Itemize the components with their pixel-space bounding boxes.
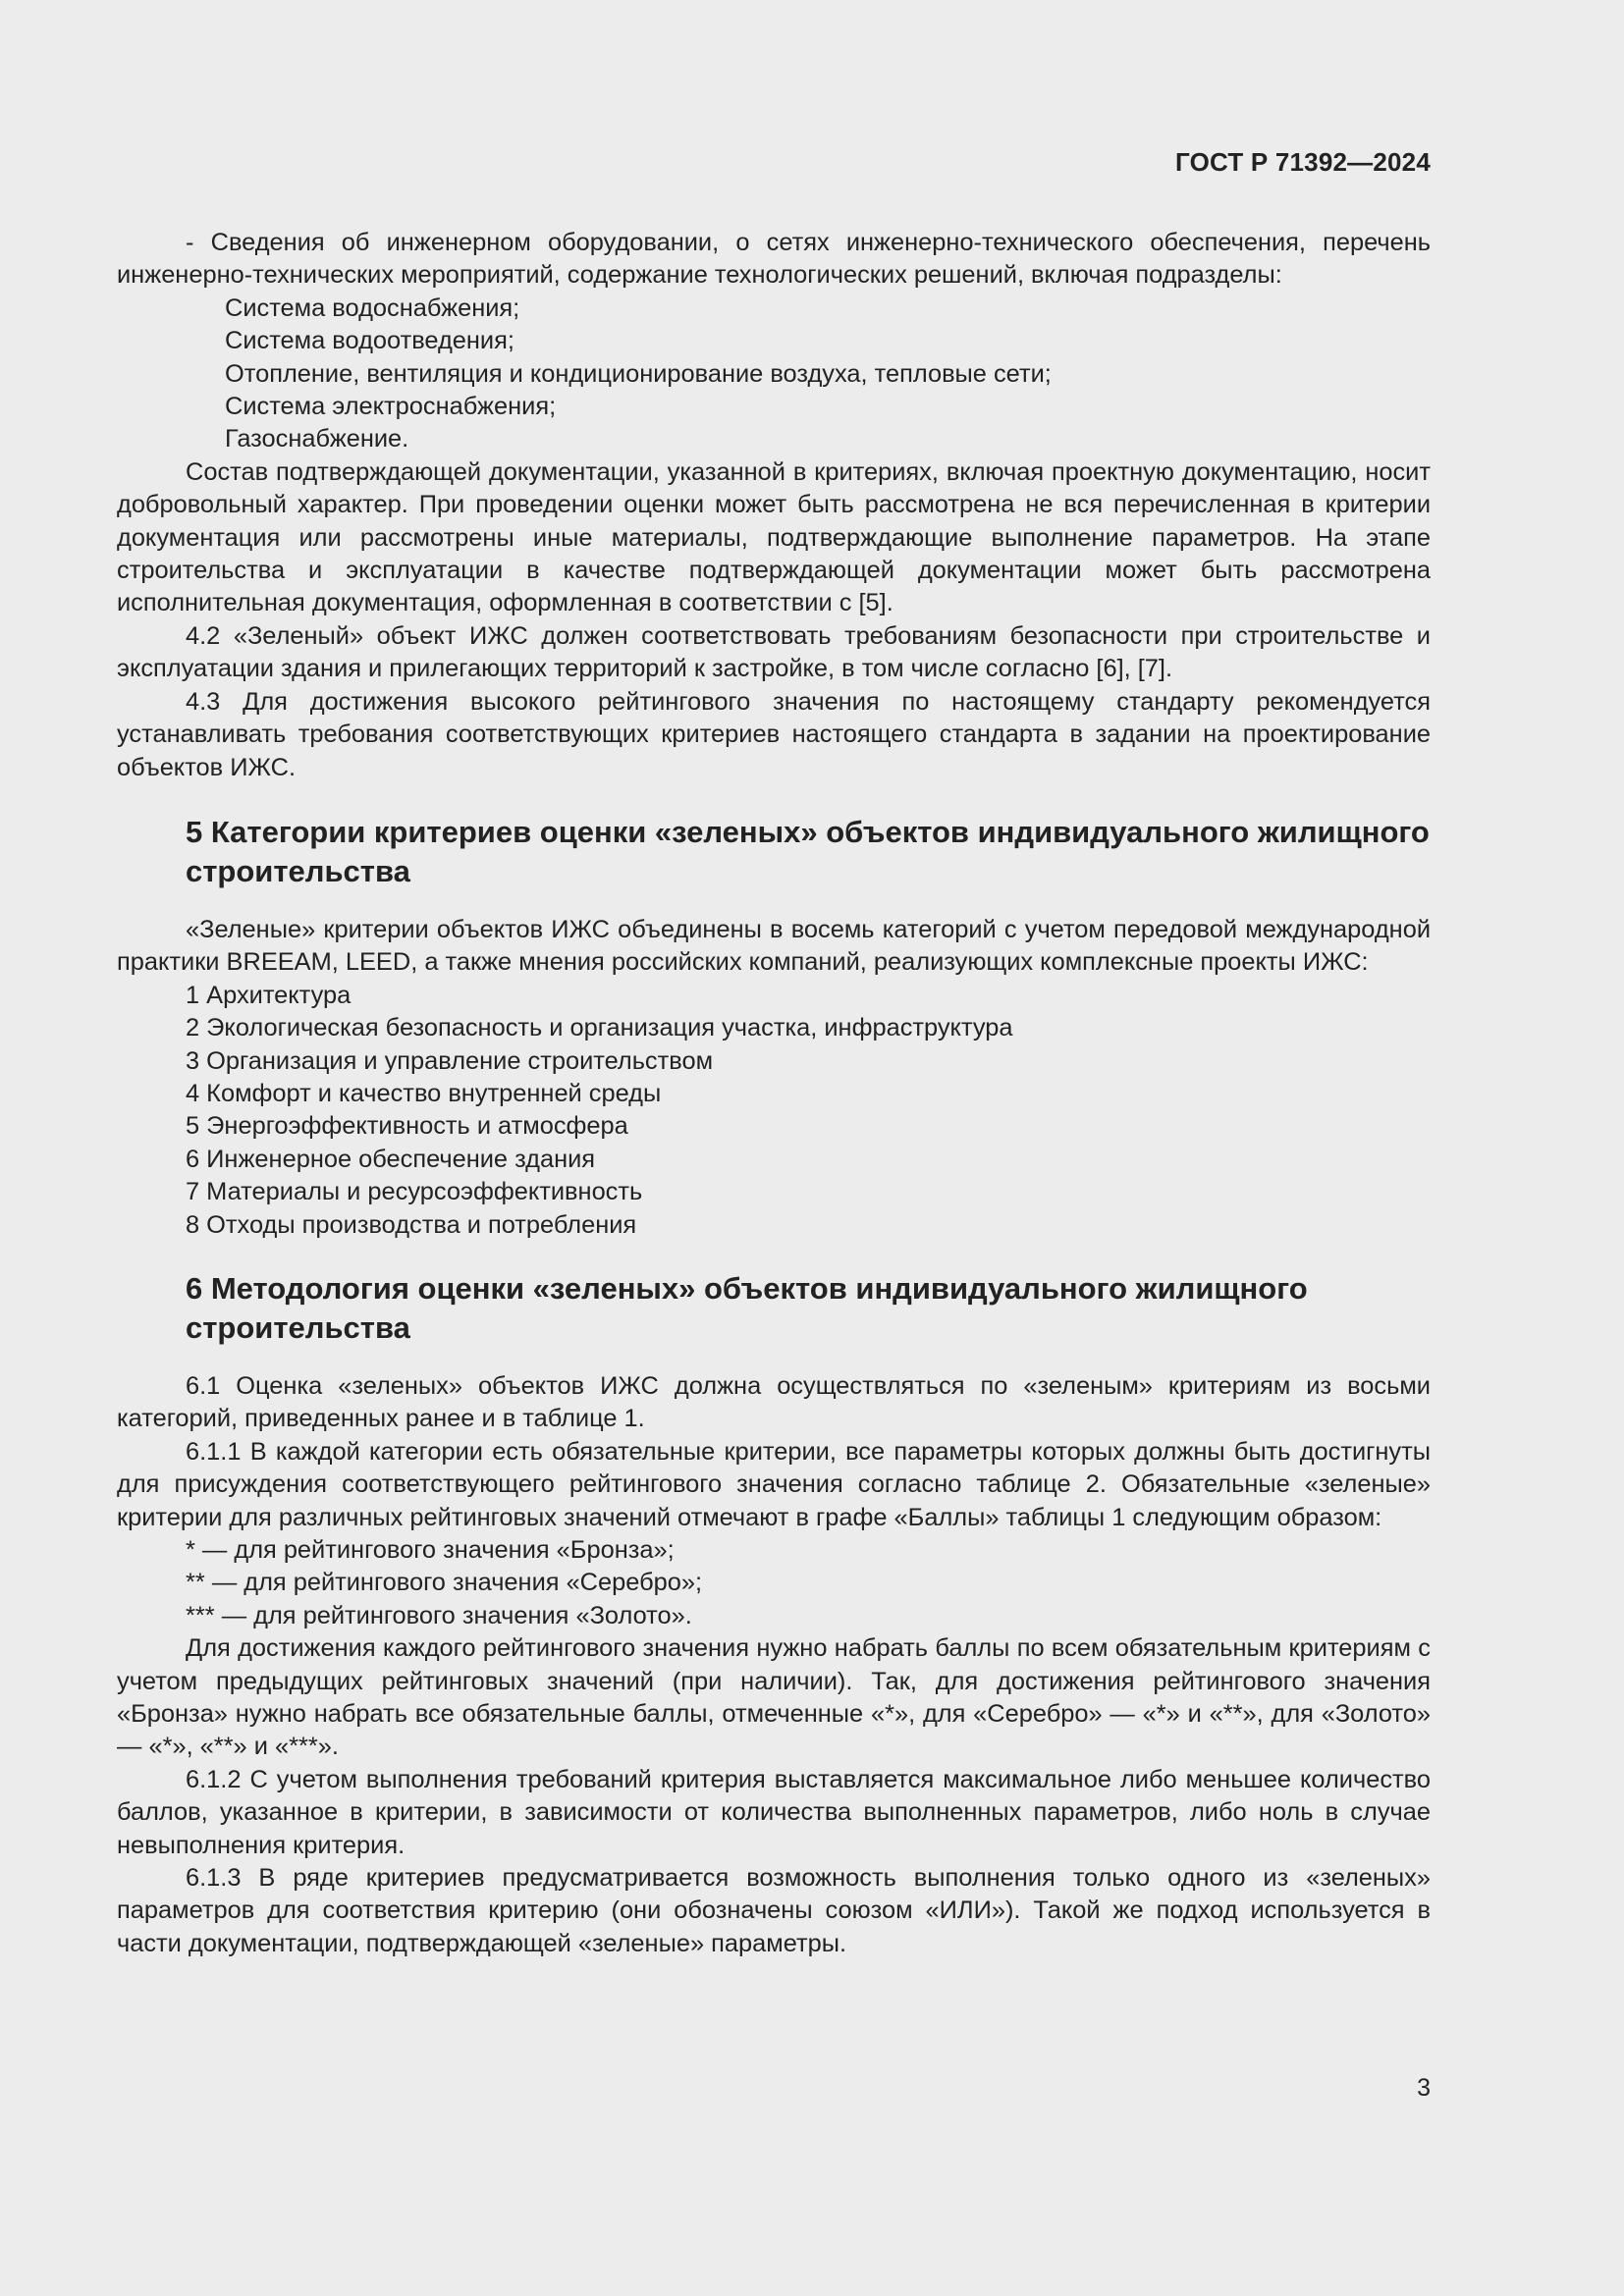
paragraph-achieve-rating: Для достижения каждого рейтингового значения нужно набрать баллы по всем обязательным критериям с учетом предыдущих рейтинговых значений (при наличии). Так, для достижения рейтингового значения «Бронза» нужно набрать все обязательные баллы, отмеченные «*», для «Серебро» — «*» и «**», для «Золото» — «*», «**» и «***». [117, 1634, 1431, 1761]
section-5-intro: «Зеленые» критерии объектов ИЖС объединены в восемь категорий с учетом передовой международной практики BREEAM, LEED, а также мнения российских компаний, реализующих комплексные проекты ИЖС: [117, 915, 1431, 977]
page-body [117, 227, 1431, 1960]
category-item: 4 Комфорт и качество внутренней среды [186, 1079, 662, 1107]
subsection-item: Газоснабжение. [225, 425, 409, 454]
category-item: 6 Инженерное обеспечение здания [186, 1145, 596, 1173]
subsection-item: Система водоотведения; [225, 327, 514, 355]
subsection-item: Система водоснабжения; [225, 294, 520, 322]
paragraph-4-3: 4.3 Для достижения высокого рейтингового значения по настоящему стандарту рекомендуется устанавливать требования соответствующих критериев настоящего стандарта в задании на проектирование объектов ИЖС. [117, 687, 1431, 781]
paragraph-6-1-1: 6.1.1 В каждой категории есть обязательные критерии, все параметры которых должны быть достигнуты для присуждения соответствующего рейтингового значения согласно таблице 2. Обязательные «зеленые» критерии для различных рейтинговых значений отмечают в графе «Баллы» таблицы 1 следующим образом: [117, 1437, 1431, 1531]
paragraph-engineering-info: - Сведения об инженерном оборудовании, о сетях инженерно-технического обеспечения, перечень инженерно-технических мероприятий, содержание технологических решений, включая подразделы: [117, 229, 1431, 290]
category-item: 2 Экологическая безопасность и организация участка, инфраструктура [186, 1014, 1013, 1042]
rating-item: ** — для рейтингового значения «Серебро»; [186, 1569, 703, 1597]
subsection-item: Отопление, вентиляция и кондиционирование воздуха, тепловые сети; [225, 359, 1052, 388]
category-item: 7 Материалы и ресурсоэффективность [186, 1178, 643, 1206]
paragraph-6-1-2: 6.1.2 С учетом выполнения требований критерия выставляется максимальное либо меньшее количество баллов, указанное в критерии, в зависимости от количества выполненных параметров, либо ноль в случае невыполнения критерия. [117, 1765, 1431, 1859]
category-item: 5 Энергоэффективность и атмосфера [186, 1112, 628, 1141]
category-item: 3 Организация и управление строительством [186, 1046, 714, 1075]
paragraph-6-1-3: 6.1.3 В ряде критериев предусматривается возможность выполнения только одного из «зеленых» параметров для соответствия критерию (они обозначены союзом «ИЛИ»). Такой же подход используется в части документации, подтверждающей «зеленые» параметры. [117, 1864, 1431, 1957]
document-code: ГОСТ Р 71392—2024 [1175, 147, 1431, 177]
paragraph-6-1: 6.1 Оценка «зеленых» объектов ИЖС должна осуществляться по «зеленым» критериям из восьми категорий, приведенных ранее и в таблице 1. [117, 1371, 1431, 1433]
paragraph-documentation: Состав подтверждающей документации, указанной в критериях, включая проектную документацию, носит добровольный характер. При проведении оценки может быть рассмотрена не вся перечисленная в критерии документация или рассмотрены иные материалы, подтверждающие выполнение параметров. На этапе строительства и эксплуатации в качестве подтверждающей документации может быть рассмотрена исполнительная документация, оформленная в соответствии с [5]. [117, 457, 1431, 617]
paragraph-4-2: 4.2 «Зеленый» объект ИЖС должен соответствовать требованиям безопасности при строительстве и эксплуатации здания и прилегающих территорий к застройке, в том числе согласно [6], [7]. [117, 621, 1431, 683]
section-6-heading: 6 Методология оценки «зеленых» объектов индивидуального жилищного строительства [186, 1270, 1308, 1345]
rating-item: * — для рейтингового значения «Бронза»; [186, 1536, 675, 1564]
category-item: 8 Отходы производства и потребления [186, 1210, 637, 1239]
section-5-heading: 5 Категории критериев оценки «зеленых» объектов индивидуального жилищного строительства [186, 814, 1430, 888]
category-item: 1 Архитектура [186, 981, 352, 1009]
subsection-item: Система электроснабжения; [225, 393, 557, 421]
rating-item: *** — для рейтингового значения «Золото». [186, 1601, 692, 1629]
page-number: 3 [1417, 2074, 1431, 2102]
